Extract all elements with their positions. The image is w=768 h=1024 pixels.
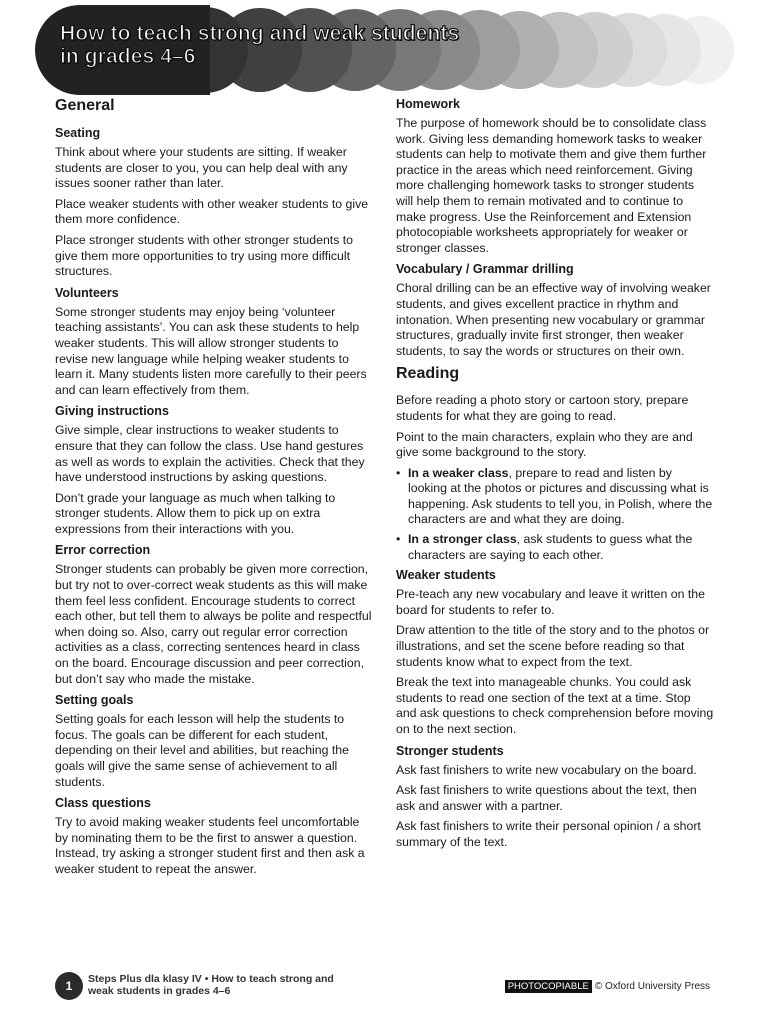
weaker-students-heading: Weaker students	[396, 568, 496, 583]
bullet-icon: •	[396, 465, 401, 480]
page-title	[60, 22, 459, 68]
weaker-students-paragraph-3: Break the text into manageable chunks. You could ask students to read one section of the text at a time. Stop and ask questions to check comprehension before moving on to the next section.	[396, 675, 714, 736]
seating-paragraph-1: Think about where your students are sitting. If weaker students are closer to you, you can help deal with any issues sooner rather than later.	[55, 145, 348, 191]
vocabulary-drilling-section	[396, 261, 714, 359]
header-banner	[0, 0, 768, 100]
seating-heading: Seating	[55, 126, 101, 140]
vocabulary-drilling-heading: Vocabulary / Grammar drilling	[396, 262, 574, 277]
copyright-text: © Oxford University Press	[594, 981, 710, 992]
seating-paragraph-2: Place weaker students with other weaker students to give them more confidence.	[55, 196, 369, 227]
setting-goals-section	[55, 692, 373, 790]
stronger-students-paragraph-3: Ask fast finishers to write their personal opinion / a short summary of the text.	[396, 819, 701, 849]
class-questions-section	[55, 795, 373, 877]
error-correction-section	[55, 542, 373, 687]
stronger-students-paragraph-1: Ask fast finishers to write new vocabulary on the board.	[396, 762, 697, 777]
title-line-1: How to teach strong and weak students	[60, 22, 460, 45]
photocopiable-badge: PHOTOCOPIABLE	[505, 980, 592, 993]
giving-instructions-section	[55, 403, 373, 537]
title-line-2: in grades 4–6	[60, 45, 196, 68]
stronger-students-section	[396, 743, 714, 851]
left-column	[55, 96, 373, 883]
volunteers-heading: Volunteers	[55, 285, 119, 300]
weaker-students-paragraph-2: Draw attention to the title of the story and to the photos or illustrations, and set the scene before reading so that students know what to expect from the text.	[396, 623, 710, 669]
general-heading: General	[55, 97, 115, 114]
class-questions-paragraph: Try to avoid making weaker students feel uncomfortable by nominating them to be the first to answer a question. Instead, try asking a stronger student first and then ask a weaker student to repeat the answer.	[55, 815, 365, 876]
weaker-students-paragraph-1: Pre-teach any new vocabulary and leave it written on the board for students to refer to.	[396, 587, 705, 617]
weaker-class-text: , prepare to read and listen by looking at the photos or pictures and discussing what is happening. Ask students to tell you, in Polish, where the characters are and what they are doing.	[408, 465, 713, 527]
page-footer	[55, 970, 715, 1006]
volunteers-section	[55, 285, 373, 399]
copyright-notice	[505, 981, 710, 992]
giving-instructions-heading: Giving instructions	[55, 404, 169, 419]
homework-section	[396, 96, 714, 256]
page-number: 1	[55, 972, 83, 1000]
setting-goals-paragraph: Setting goals for each lesson will help the students to focus. The goals can be different for each student, depending on their level and abilities, but reaching the goals will give the same sense of achievement to all students.	[55, 712, 349, 789]
giving-instructions-paragraph-1: Give simple, clear instructions to weaker students to ensure that they can follow the class. Use hand gestures as well as words to explain the activities. Check that they have understood instructions by asking questions.	[55, 423, 365, 485]
stronger-students-heading: Stronger students	[396, 743, 504, 758]
stronger-students-paragraph-2: Ask fast finishers to write questions about the text, then ask and answer with a partner.	[396, 783, 697, 813]
reading-paragraph-2: Point to the main characters, explain who they are and give some background to the story.	[396, 429, 693, 460]
stronger-class-label: In a stronger class	[408, 532, 517, 547]
seating-section	[55, 125, 373, 280]
list-item	[396, 532, 714, 563]
reading-heading: Reading	[396, 365, 460, 383]
list-item	[396, 466, 714, 528]
homework-heading: Homework	[396, 97, 460, 111]
bullet-icon: •	[396, 532, 401, 547]
error-correction-paragraph: Stronger students can probably be given more correction, but try not to over-correct weak students as this will make them feel less confident. Encourage students to correct each other, but tell them to always be polite and respectful when doing so. Also, carry out regular error correction activities as a class, correcting sentences heard in class on the board. Encourage discussion and peer correction, but don’t say who made the mistake.	[55, 562, 372, 686]
weaker-class-label: In a weaker class	[408, 465, 509, 480]
reading-bullet-list	[396, 466, 714, 564]
error-correction-heading: Error correction	[55, 543, 151, 558]
setting-goals-heading: Setting goals	[55, 693, 134, 708]
giving-instructions-paragraph-2: Don’t grade your language as much when talking to stronger students. Allow them to pick up on extra expressions from their interactions with you.	[55, 490, 336, 536]
stronger-class-text: , ask students to guess what the characters are saying to each other.	[408, 532, 693, 562]
homework-paragraph: The purpose of homework should be to consolidate class work. Giving less demanding homework tasks to weaker students can help to motivate them and give them further practice in the areas which need reinforcement. Giving more challenging homework tasks to stronger students will help them to remain motivated and to continue to make progress. Use the Reinforcement and Extension photocopiable worksheets appropriately for weaker or stronger classes.	[396, 116, 707, 255]
volunteers-paragraph: Some stronger students may enjoy being ‘volunteer teaching assistants’. You can ask these students to help weaker students. This will allow stronger students to revise new language while helping weaker students to learn it. Many students listen more carefully to their peers and can learn effectively from them.	[55, 304, 367, 397]
right-column	[396, 96, 714, 856]
reading-paragraph-1: Before reading a photo story or cartoon story, prepare students for what they are going to read.	[396, 393, 689, 423]
seating-paragraph-3: Place stronger students with other stronger students to give them more opportunities to try using more difficult structures.	[55, 232, 354, 279]
footer-line-1: Steps Plus dla klasy IV • How to teach strong and	[88, 973, 334, 985]
footer-book-title	[88, 973, 334, 997]
weaker-students-section	[396, 567, 714, 737]
footer-line-2: weak students in grades 4–6	[88, 985, 231, 997]
class-questions-heading: Class questions	[55, 796, 151, 811]
vocabulary-drilling-paragraph: Choral drilling can be an effective way of involving weaker students, and gives excellent practice in rhythm and intonation. When presenting new vocabulary or grammar structures, gradually invite first stronger, then weaker students, to say the words or structures on their own.	[396, 281, 711, 358]
